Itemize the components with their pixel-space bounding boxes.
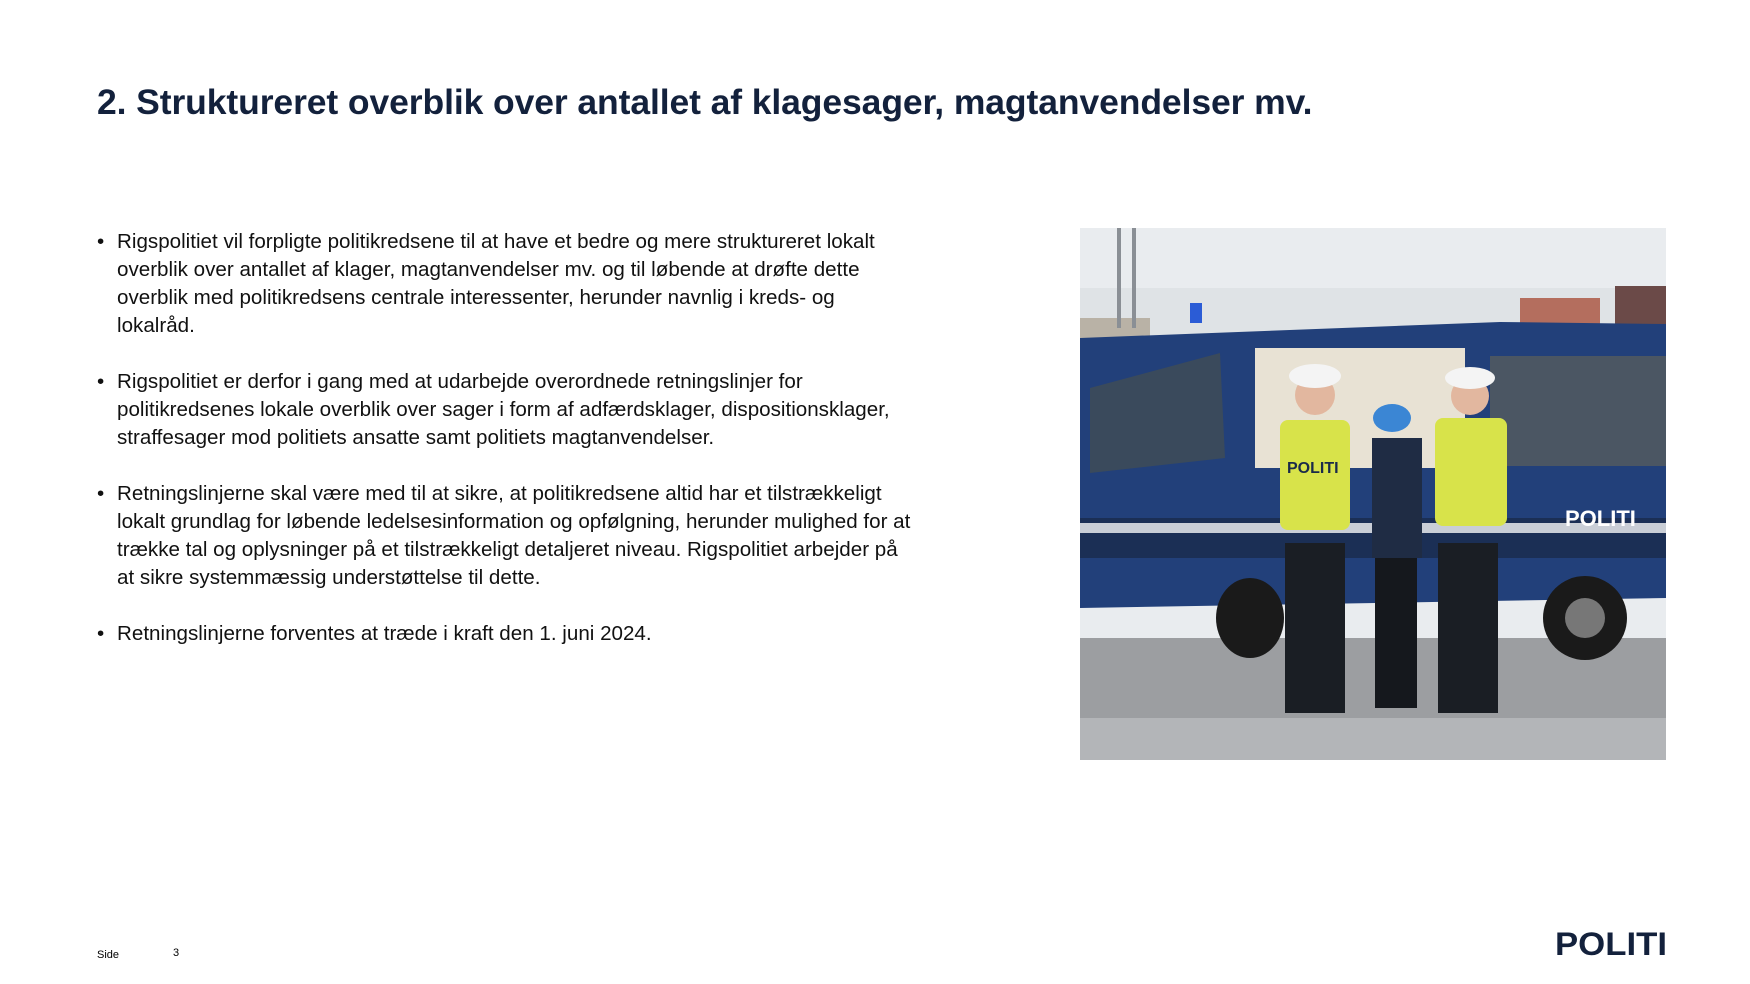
bullet-item: • Retningslinjerne skal være med til at sikre, at politikredsene altid har et tilstrækkeligt lokalt grundlag for løbende ledelsesinformation og opfølgning, herunder mulighed for at trække tal og oplysninger på et tilstrækkeligt detaljeret niveau. Rigspolitiet arbejder på at sikre systemmæssig understøttelse til dette. (97, 480, 917, 592)
politi-logo (1555, 926, 1667, 960)
bullet-item: • Rigspolitiet er derfor i gang med at udarbejde overordnede retningslinjer for politikredsenes lokale overblik over sager i form af adfærdsklager, dispositionsklager, straffesager mod politiets ansatte samt politiets magtanvendelser. (97, 368, 917, 452)
logo-text: POLITI (1555, 926, 1667, 960)
footer-side-label: Side (97, 949, 120, 961)
police-van-photo (1080, 228, 1666, 760)
vest-politi-text: POLITI (1287, 460, 1339, 477)
van-politi-text: POLITI (1565, 506, 1636, 531)
bullet-item: • Rigspolitiet vil forpligte politikredsene til at have et bedre og mere struktureret lokalt overblik over antallet af klager, magtanvendelser mv. og til løbende at drøfte dette overblik med politikredsens centrale interessenter, herunder navnlig i kreds- og lokalråd. (97, 228, 917, 340)
bullet-item: • Retningslinjerne forventes at træde i kraft den 1. juni 2024. (97, 620, 917, 648)
bullet-list (97, 228, 917, 676)
slide-title: 2. Struktureret overblik over antallet af klagesager, magtanvendelser mv. (97, 82, 1313, 122)
page-number: 3 (173, 947, 180, 959)
